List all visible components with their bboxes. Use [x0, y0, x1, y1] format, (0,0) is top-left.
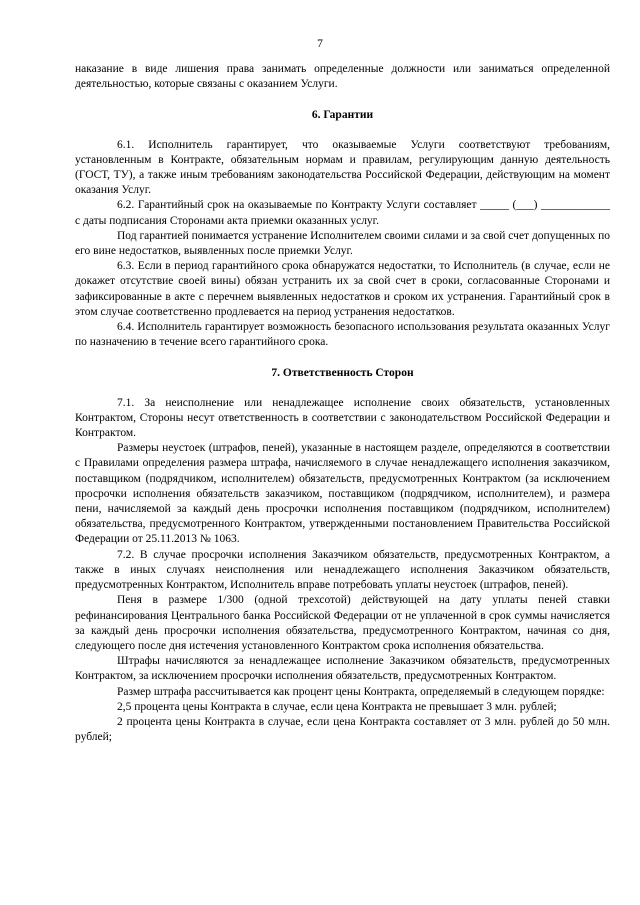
section-6-paragraph-2: 6.2. Гарантийный срок на оказываемые по Контракту Услуги составляет _____ (___) ____________ с даты подписания Сторонами акта приемки оказанных услуг.	[75, 199, 610, 227]
section-7-paragraph-8: 2 процента цены Контракта в случае, если цена Контракта составляет от 3 млн. рублей до 50 млн. рублей;	[75, 715, 610, 744]
document-body	[75, 62, 610, 745]
section-7-paragraph-6: Размер штрафа рассчитывается как процент цены Контракта, определяемый в следующем порядке:	[117, 685, 605, 698]
section-6-paragraph-5: 6.4. Исполнитель гарантирует возможность безопасного использования результата оказанных Услуг по назначению в течение всего гарантийного срока.	[75, 321, 610, 349]
section-7-paragraph-7: 2,5 процента цены Контракта в случае, если цена Контракта не превышает 3 млн. рублей;	[117, 700, 557, 713]
section-6-paragraph-1: 6.1. Исполнитель гарантирует, что оказываемые Услуги соответствуют требованиям, установленным в Контракте, обязательным нормам и правилам, регулирующим данную деятельность (ГОСТ, ТУ), а также иным требованиям законодательства Российской Федерации, действующим на момент оказания Услуг.	[75, 138, 610, 197]
page-number: 7	[317, 38, 323, 50]
section-7-paragraph-1: 7.1. За неисполнение или ненадлежащее исполнение своих обязательств, установленных Контрактом, Стороны несут ответственность в соответствии с законодательством Российской Федерации и Контрактом.	[75, 396, 610, 440]
section-7-paragraph-2: Размеры неустоек (штрафов, пеней), указанные в настоящем разделе, определяются в соответствии с Правилами определения размера штрафа, начисляемого в случае ненадлежащего исполнения заказчиком, поставщиком (подрядчиком, исполнителем) обязательств, предусмотренных Контрактом (за исключением просрочки исполнения обязательств заказчиком, поставщиком (подрядчиком, исполнителем), и размера пени, начисляемой за каждый день просрочки исполнения поставщиком (подрядчиком, исполнителем) обязательства, предусмотренного Контрактом, утвержденными постановлением Правительства Российской Федерации от 25.11.2013 № 1063.	[75, 442, 610, 546]
section-7-paragraph-3: 7.2. В случае просрочки исполнения Заказчиком обязательств, предусмотренных Контрактом, а также в иных случаях неисполнения или ненадлежащего исполнения Заказчиком обязательств, предусмотренных Контрактом, Исполнитель вправе потребовать уплаты неустоек (штрафов, пеней).	[75, 548, 610, 592]
section-6-title: 6. Гарантии	[311, 109, 374, 122]
section-6-paragraph-4: 6.3. Если в период гарантийного срока обнаружатся недостатки, то Исполнитель (в случае, если не докажет отсутствие своей вины) обязан устранить их за свой счет в сроки, согласованные Сторонами и зафиксированные в акте с перечнем выявленных недостатков и сроком их устранения. Гарантийный срок в этом случае соответственно продлевается на период устранения недостатков.	[75, 260, 610, 318]
intro-paragraph: наказание в виде лишения права занимать определенные должности или заниматься определенной деятельностью, которые связаны с оказанием Услуги.	[75, 63, 610, 91]
section-7-paragraph-5: Штрафы начисляются за ненадлежащее исполнение Заказчиком обязательств, предусмотренных Контрактом, за исключением просрочки исполнения обязательств, предусмотренных Контрактом.	[75, 655, 610, 683]
section-7-title: 7. Ответственность Сторон	[271, 367, 414, 380]
section-6-paragraph-3: Под гарантией понимается устранение Исполнителем своими силами и за свой счет допущенных по его вине недостатков, выявленных после приемки Услуг.	[75, 229, 610, 258]
section-7-paragraph-4: Пеня в размере 1/300 (одной трехсотой) действующей на дату уплаты пеней ставки рефинансирования Центрального банка Российской Федерации от не уплаченной в срок суммы начисляется за каждый день просрочки исполнения обязательства, предусмотренного Контрактом, начиная со дня, следующего после дня истечения установленного Контрактом срока исполнения обязательства.	[75, 594, 610, 652]
